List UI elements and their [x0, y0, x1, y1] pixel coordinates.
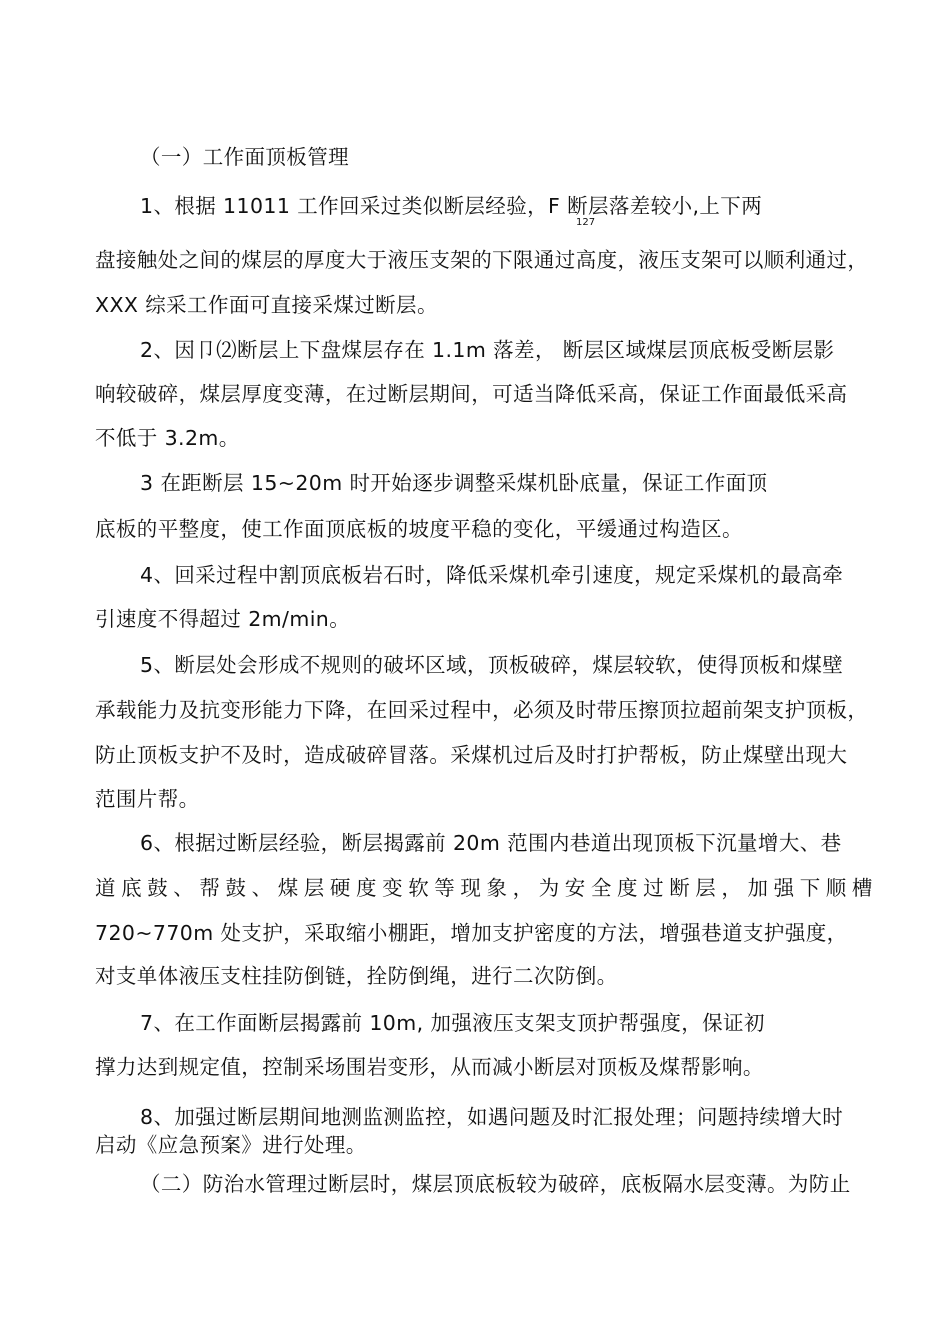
paragraph-line: 范围片帮。 [95, 787, 200, 811]
paragraph-line: 1、根据 11011 工作回采过类似断层经验，F 断层落差较小,上下两 [140, 194, 763, 218]
paragraph-line: 不低于 3.2m。 [95, 426, 240, 450]
paragraph-line: 2、因卩⑵断层上下盘煤层存在 1.1m 落差， 断层区域煤层顶底板受断层影 [140, 338, 835, 362]
paragraph-line: 对支单体液压支柱挂防倒链，拴防倒绳，进行二次防倒。 [95, 964, 618, 988]
paragraph-line: 道底鼓、帮鼓、煤层硬度变软等现象，为安全度过断层，加强下顺槽 [95, 876, 878, 900]
paragraph-line: 3 在距断层 15~20m 时开始逐步调整采煤机卧底量，保证工作面顶 [140, 471, 768, 495]
paragraph-line: 6、根据过断层经验，断层揭露前 20m 范围内巷道出现顶板下沉量增大、巷 [140, 831, 842, 855]
paragraph-line: 启动《应急预案》进行处理。 [95, 1133, 367, 1157]
paragraph-line: 4、回采过程中割顶底板岩石时，降低采煤机牵引速度，规定采煤机的最高牵 [140, 563, 844, 587]
paragraph-line: 引速度不得超过 2m/min。 [95, 607, 351, 631]
paragraph-line: 5、断层处会形成不规则的破坏区域，顶板破碎，煤层较软，使得顶板和煤壁 [140, 653, 844, 677]
paragraph-line: 防止顶板支护不及时，造成破碎冒落。采煤机过后及时打护帮板，防止煤壁出现大 [95, 743, 848, 767]
paragraph-line: 响较破碎，煤层厚度变薄，在过断层期间，可适当降低采高，保证工作面最低采高 [95, 382, 848, 406]
paragraph-line: 7、在工作面断层揭露前 10m, 加强液压支架支顶护帮强度，保证初 [140, 1011, 765, 1035]
section-heading-water-management: （二）防治水管理过断层时，煤层顶底板较为破碎，底板隔水层变薄。为防止 [140, 1172, 851, 1196]
section-heading-roof-management: （一）工作面顶板管理 [140, 145, 349, 169]
paragraph-line: 720~770m 处支护，采取缩小棚距，增加支护密度的方法，增强巷道支护强度， [95, 921, 848, 945]
paragraph-line: 底板的平整度，使工作面顶底板的坡度平稳的变化，平缓通过构造区。 [95, 517, 743, 541]
paragraph-line: 撑力达到规定值，控制采场围岩变形，从而减小断层对顶板及煤帮影响。 [95, 1055, 764, 1079]
subscript-note: 127 [576, 217, 596, 228]
paragraph-line: 承载能力及抗变形能力下降，在回采过程中，必须及时带压擦顶拉超前架支护顶板， [95, 698, 869, 722]
paragraph-line: 盘接触处之间的煤层的厚度大于液压支架的下限通过高度，液压支架可以顺利通过， [95, 248, 869, 272]
paragraph-line: XXX 综采工作面可直接采煤过断层。 [95, 293, 438, 317]
paragraph-line: 8、加强过断层期间地测监测监控，如遇问题及时汇报处理；问题持续增大时 [140, 1105, 844, 1129]
